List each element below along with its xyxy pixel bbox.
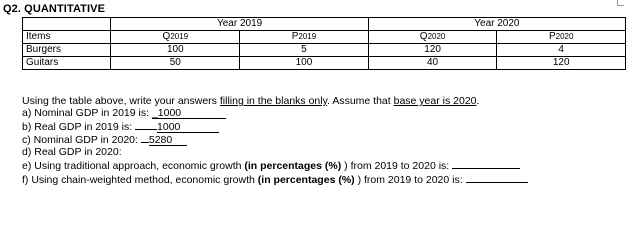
table-cell: 5 — [240, 44, 369, 57]
question-label: ) from 2019 to 2020 is: — [354, 173, 466, 186]
col-header-letter: Q — [419, 31, 428, 42]
question-label: e) Using traditional approach, economic growth — [22, 159, 245, 172]
question-body — [22, 96, 528, 187]
table-cell: 100 — [111, 44, 240, 57]
blank-lead — [141, 133, 149, 143]
question-label: d) Real GDP in 2020: — [22, 146, 122, 159]
col-header-letter: Q — [162, 31, 171, 42]
items-header: Items — [23, 31, 111, 44]
instructions-emphasis-2: base year is 2020 — [393, 95, 477, 107]
col-header-q2020 — [368, 31, 497, 44]
instructions-suffix: . — [476, 95, 480, 107]
year-header-2020: Year 2020 — [368, 18, 625, 31]
answer-blank-e[interactable] — [452, 159, 520, 169]
item-name: Burgers — [23, 44, 111, 57]
question-label: a) Nominal GDP in 2019 is: — [22, 106, 152, 119]
question-label: c) Nominal GDP in 2020: — [22, 134, 141, 147]
question-b — [22, 120, 528, 134]
table-header-row — [23, 31, 626, 44]
col-header-sub: 2019 — [170, 32, 189, 41]
blank-lead — [135, 120, 157, 130]
instructions-prefix: Using the table above, write your answers — [22, 95, 220, 107]
question-f — [22, 173, 528, 187]
col-header-p2020 — [497, 31, 626, 44]
answer-blank-a[interactable]: _1000 — [152, 108, 226, 119]
question-title: Q2. QUANTITATIVE — [3, 3, 106, 15]
col-header-letter: P — [548, 31, 556, 42]
question-label-bold: (in percentages (%) — [257, 173, 355, 186]
question-label: ) from 2019 to 2020 is: — [341, 159, 453, 172]
table-cell: 40 — [368, 57, 497, 70]
question-label: b) Real GDP in 2019 is: — [22, 120, 136, 133]
corner-mark — [617, 0, 624, 6]
table-corner-cell — [23, 18, 111, 31]
table-year-row — [23, 18, 626, 31]
instructions-middle: . Assume that — [327, 95, 394, 107]
question-a — [22, 108, 528, 120]
col-header-q2019 — [111, 31, 240, 44]
table-cell: 100 — [240, 57, 369, 70]
table-cell: 120 — [368, 44, 497, 57]
col-header-sub: 2020 — [427, 32, 446, 41]
col-header-sub: 2020 — [555, 32, 574, 41]
table-row — [23, 57, 626, 70]
data-table — [22, 17, 626, 70]
answer-blank-f[interactable] — [466, 173, 528, 183]
question-label-bold: (in percentages (%) — [244, 159, 342, 172]
question-label: f) Using chain-weighted method, economic growth — [22, 173, 258, 186]
question-d — [22, 147, 528, 159]
col-header-letter: P — [291, 31, 299, 42]
item-name: Guitars — [23, 57, 111, 70]
col-header-p2019 — [240, 31, 369, 44]
col-header-sub: 2019 — [298, 32, 317, 41]
table-cell: 120 — [497, 57, 626, 70]
answer-blank-b[interactable]: 1000 — [157, 122, 219, 133]
answer-blank-c[interactable]: 5280 — [149, 135, 187, 146]
table-row — [23, 44, 626, 57]
instructions-emphasis-1: filling in the blanks only — [219, 95, 328, 107]
question-c — [22, 133, 528, 147]
table-cell: 50 — [111, 57, 240, 70]
year-header-2019: Year 2019 — [111, 18, 368, 31]
table-cell: 4 — [497, 44, 626, 57]
question-e — [22, 159, 528, 173]
